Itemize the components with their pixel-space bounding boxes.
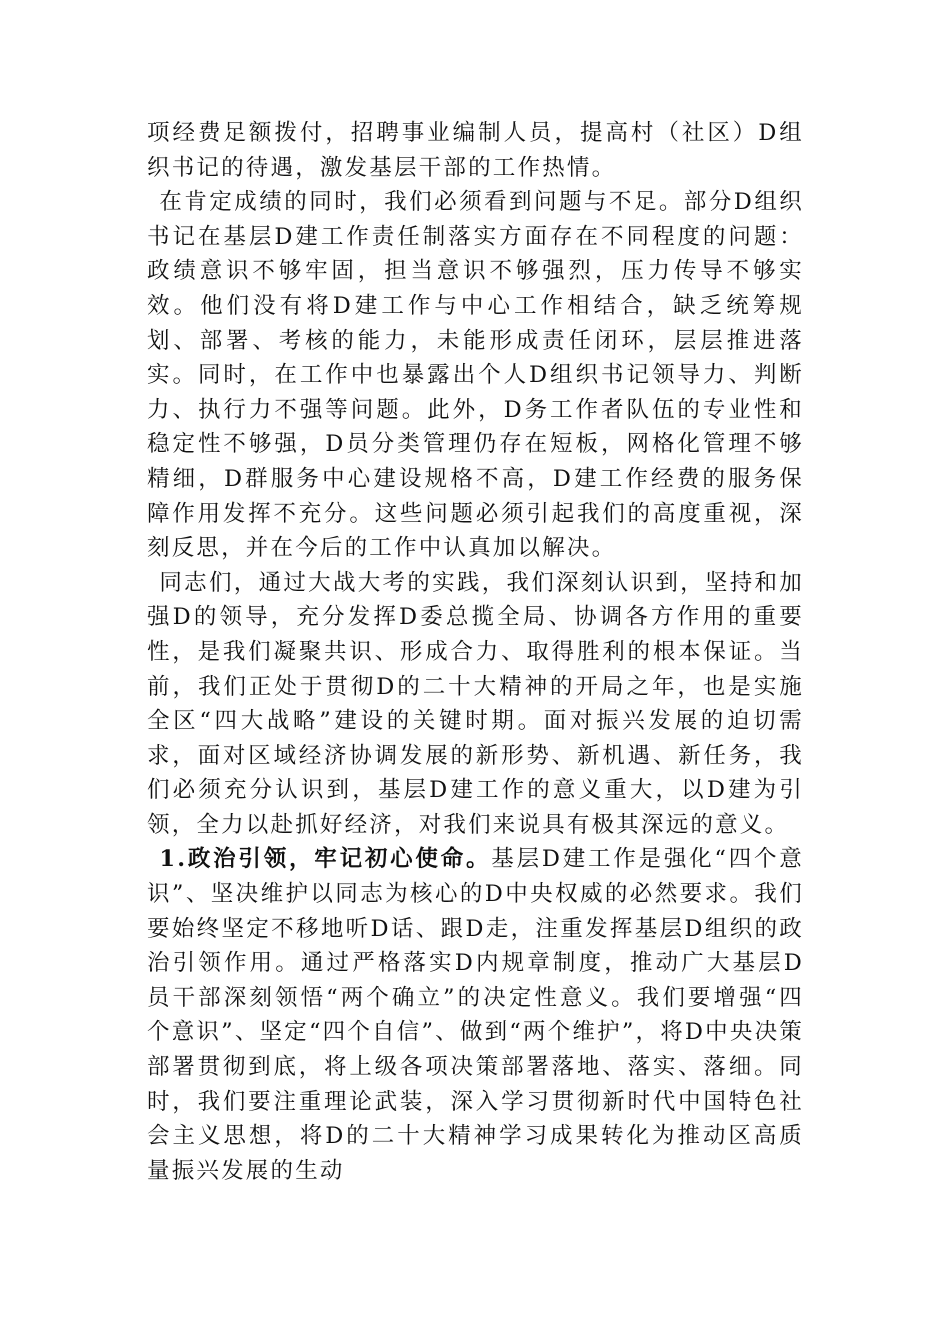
paragraph-text: 基层D建工作是强化“四个意识”、坚决维护以同志为核心的D中央权威的必然要求。我们要始终坚定不移地听D话、跟D走，注重发挥基层D组织的政治引领作用。通过严格落实D内规章制度，推动广大基层D员干部深刻领悟“两个确立”的决定性意义。我们要增强“四个意识”、坚定“四个自信”、做到“两个维护”，将D中央决策部署贯彻到底，将上级各项决策部署落地、落实、落细。同时，我们要注重理论武装，深入学习贯彻新时代中国特色社会主义思想，将D的二十大精神学习成果转化为推动区高质量振兴发展的生动 bbox=[147, 846, 804, 1184]
paragraph-understanding bbox=[147, 566, 804, 843]
paragraph-text: 同志们，通过大战大考的实践，我们深刻认识到，坚持和加强D的领导，充分发挥D委总揽全局、协调各方作用的重要性，是我们凝聚共识、形成合力、取得胜利的根本保证。当前，我们正处于贯彻D的二十大精神的开局之年，也是实施全区“四大战略”建设的关键时期。面对振兴发展的迫切需求，面对区域经济协调发展的新形势、新机遇、新任务，我们必须充分认识到，基层D建工作的意义重大，以D建为引领，全力以赴抓好经济，对我们来说具有极其深远的意义。 bbox=[147, 569, 804, 838]
paragraph-text: 在肯定成绩的同时，我们必须看到问题与不足。部分D组织书记在基层D建工作责任制落实方面存在不同程度的问题：政绩意识不够牢固，担当意识不够强烈，压力传导不够实效。他们没有将D建工作与中心工作相结合，缺乏统筹规划、部署、考核的能力，未能形成责任闭环，层层推进落实。同时，在工作中也暴露出个人D组织书记领导力、判断力、执行力不强等问题。此外，D务工作者队伍的专业性和稳定性不够强，D员分类管理仍存在短板，网格化管理不够精细，D群服务中心建设规格不高，D建工作经费的服务保障作用发挥不充分。这些问题必须引起我们的高度重视，深刻反思，并在今后的工作中认真加以解决。 bbox=[147, 189, 804, 562]
paragraph-political-leadership bbox=[147, 842, 804, 1188]
section-heading: 1.政治引领，牢记初心使命。 bbox=[159, 846, 492, 873]
paragraph-text: 项经费足额拨付，招聘事业编制人员，提高村（社区）D组织书记的待遇，激发基层干部的工作热情。 bbox=[147, 120, 804, 181]
document-body bbox=[147, 116, 804, 1188]
paragraph-problems bbox=[147, 185, 804, 566]
paragraph-continuation bbox=[147, 116, 804, 185]
